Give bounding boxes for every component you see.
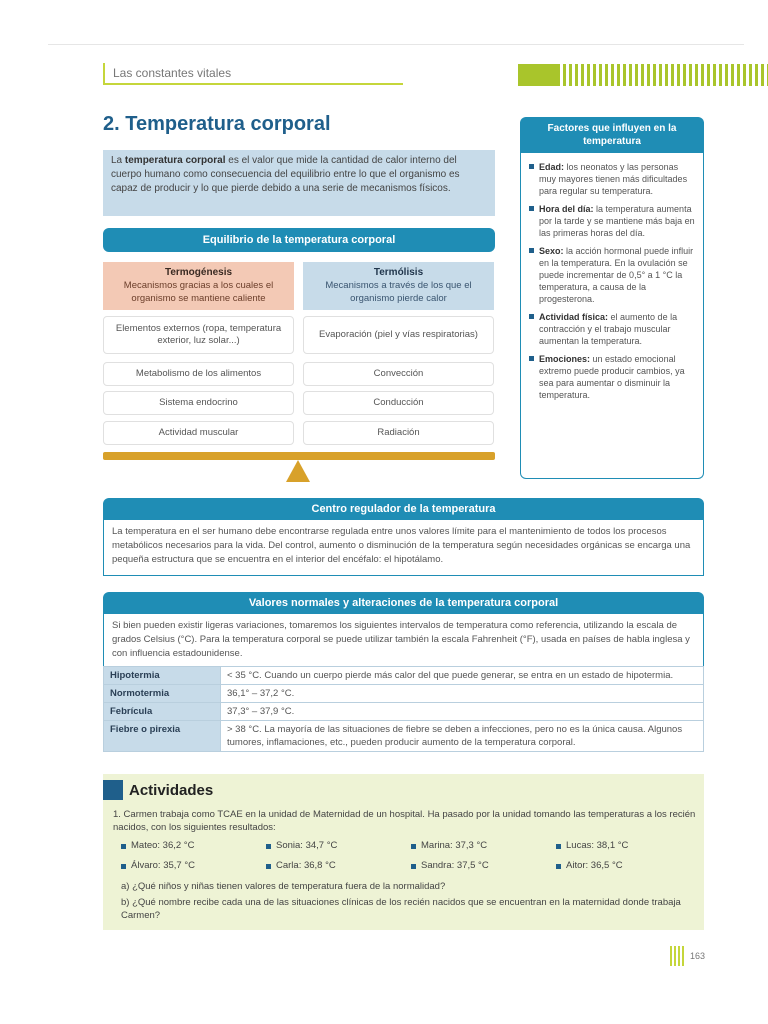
intro-paragraph [103, 150, 495, 216]
table-desc: 36,1° – 37,2 °C. [221, 685, 704, 703]
activities-box [103, 774, 704, 930]
factor-item [529, 353, 695, 401]
factor-text: el aumento de la contracción y el trabajo muscular aumentan la temperatura. [539, 312, 678, 346]
values-table [103, 666, 704, 752]
intro-pre: La [111, 155, 125, 166]
activity-intro: 1. Carmen trabaja como TCAE en la unidad de Maternidad de un hospital. Ha pasado por la unidad tomando las temperaturas a los recién nacidos, con los siguientes resultados: [113, 809, 696, 833]
temperature-item: Sandra: 37,5 °C [411, 860, 556, 871]
regulator-title: Centro regulador de la temperatura [103, 498, 704, 520]
equilibrium-title: Equilibrio de la temperatura corporal [103, 228, 495, 252]
table-term: Febrícula [104, 703, 221, 721]
termolisis-item: Convección [303, 362, 494, 386]
activities-heading [103, 780, 213, 800]
table-row [104, 721, 704, 752]
termogenesis-item: Actividad muscular [103, 421, 294, 445]
termogenesis-item: Elementos externos (ropa, temperatura exterior, luz solar...) [103, 316, 294, 354]
header-decoration [518, 64, 768, 86]
termogenesis-title: Termogénesis [164, 267, 233, 278]
regulator-text: La temperatura en el ser humano debe encontrarse regulada entre unos valores límite para el mantenimiento de todos los procesos metabólicos necesarios para la vida. Del control, aumento o disminución de la temperatura según necesidades orgánicas se encarga una pequeña estructura que se encuentra en el interior del encéfalo: el hipotálamo. [103, 520, 704, 576]
question-b: b) ¿Qué nombre recibe cada una de las situaciones clínicas de los recién nacidos que se encuentran en la maternidad donde trabaja Carmen? [121, 897, 681, 921]
chapter-header: Las constantes vitales [103, 63, 403, 85]
table-row [104, 685, 704, 703]
values-title: Valores normales y alteraciones de la temperatura corporal [103, 592, 704, 614]
table-desc: > 38 °C. La mayoría de las situaciones de fiebre se deben a infecciones, pero no es la única causa. Algunos tumores, inflamaciones, etc., pueden producir aumento de la temperatura corporal. [221, 721, 704, 752]
table-row [104, 667, 704, 685]
page-number-text: 163 [690, 951, 706, 961]
table-term: Fiebre o pirexia [104, 721, 221, 752]
termolisis-desc: Mecanismos a través de los que el organismo pierde calor [325, 280, 472, 304]
temperature-row [121, 860, 701, 871]
temperature-row [121, 840, 701, 851]
termogenesis-item: Sistema endocrino [103, 391, 294, 415]
page-number [670, 946, 705, 966]
factor-item [529, 311, 695, 347]
table-row [104, 703, 704, 721]
activities-square-icon [103, 780, 123, 800]
termogenesis-desc: Mecanismos gracias a los cuales el organismo se mantiene caliente [123, 280, 274, 304]
temperature-item: Marina: 37,3 °C [411, 840, 556, 851]
termogenesis-header [103, 262, 294, 310]
table-desc: 37,3° – 37,9 °C. [221, 703, 704, 721]
temperature-item: Carla: 36,8 °C [266, 860, 411, 871]
section-title: Temperatura corporal [125, 113, 331, 135]
factor-item [529, 203, 695, 239]
table-term: Normotermia [104, 685, 221, 703]
balance-fulcrum [286, 460, 310, 482]
temperature-item: Mateo: 36,2 °C [121, 840, 266, 851]
values-text: Si bien pueden existir ligeras variaciones, tomaremos los siguientes intervalos de temperatura como referencia, utilizando la escala de grados Celsius (°C). Para la temperatura corporal se puede utilizar también la escala Fahrenheit (°F), usada en países de habla inglesa y con influencia estadounidense. [103, 614, 704, 666]
temperature-item: Álvaro: 35,7 °C [121, 860, 266, 871]
section-number: 2. [103, 113, 120, 135]
factor-item [529, 161, 695, 197]
temperature-item: Aitor: 36,5 °C [556, 860, 701, 871]
activities-title: Actividades [129, 781, 214, 799]
factor-item [529, 245, 695, 305]
termolisis-title: Termólisis [373, 267, 424, 278]
table-term: Hipotermia [104, 667, 221, 685]
factor-text: la temperatura aumenta por la tarde y se mantiene más baja en las primeras horas del día. [539, 204, 695, 238]
termolisis-header [303, 262, 494, 310]
table-desc: < 35 °C. Cuando un cuerpo pierde más calor del que puede generar, se entra en un estado de hipotermia. [221, 667, 704, 685]
factor-term: Edad: [539, 162, 565, 172]
factor-text: la acción hormonal puede influir en la temperatura. En la ovulación se puede incrementar de 0,5° a 1 °C la temperatura, a causa de la progesterona. [539, 246, 694, 304]
factor-term: Sexo: [539, 246, 564, 256]
factor-term: Hora del día: [539, 204, 594, 214]
factor-term: Actividad física: [539, 312, 609, 322]
factors-list [520, 153, 704, 479]
temperature-item: Sonia: 34,7 °C [266, 840, 411, 851]
factor-text: los neonatos y las personas muy mayores tienen más dificultades para regular su temperatura. [539, 162, 688, 196]
top-divider [48, 44, 744, 45]
termolisis-item: Evaporación (piel y vías respiratorias) [303, 316, 494, 354]
balance-beam [103, 452, 495, 460]
temperature-item: Lucas: 38,1 °C [556, 840, 701, 851]
intro-post: es el valor que mide la cantidad de calor interno del cuerpo humano como consecuencia del equilibrio entre lo que el organismo es capaz de producir y lo que pierde debido a una serie de mecanismos físicos. [111, 155, 460, 194]
section-heading [103, 113, 331, 136]
factor-term: Emociones: [539, 354, 591, 364]
termolisis-item: Radiación [303, 421, 494, 445]
intro-bold: temperatura corporal [124, 155, 226, 166]
termolisis-item: Conducción [303, 391, 494, 415]
termogenesis-item: Metabolismo de los alimentos [103, 362, 294, 386]
factor-text: un estado emocional extremo puede producir cambios, ya sea para aumentar o disminuir la temperatura. [539, 354, 685, 400]
question-a: a) ¿Qué niños y niñas tienen valores de temperatura fuera de la normalidad? [121, 881, 446, 892]
factors-panel [520, 117, 704, 479]
factors-title: Factores que influyen en la temperatura [520, 117, 704, 153]
